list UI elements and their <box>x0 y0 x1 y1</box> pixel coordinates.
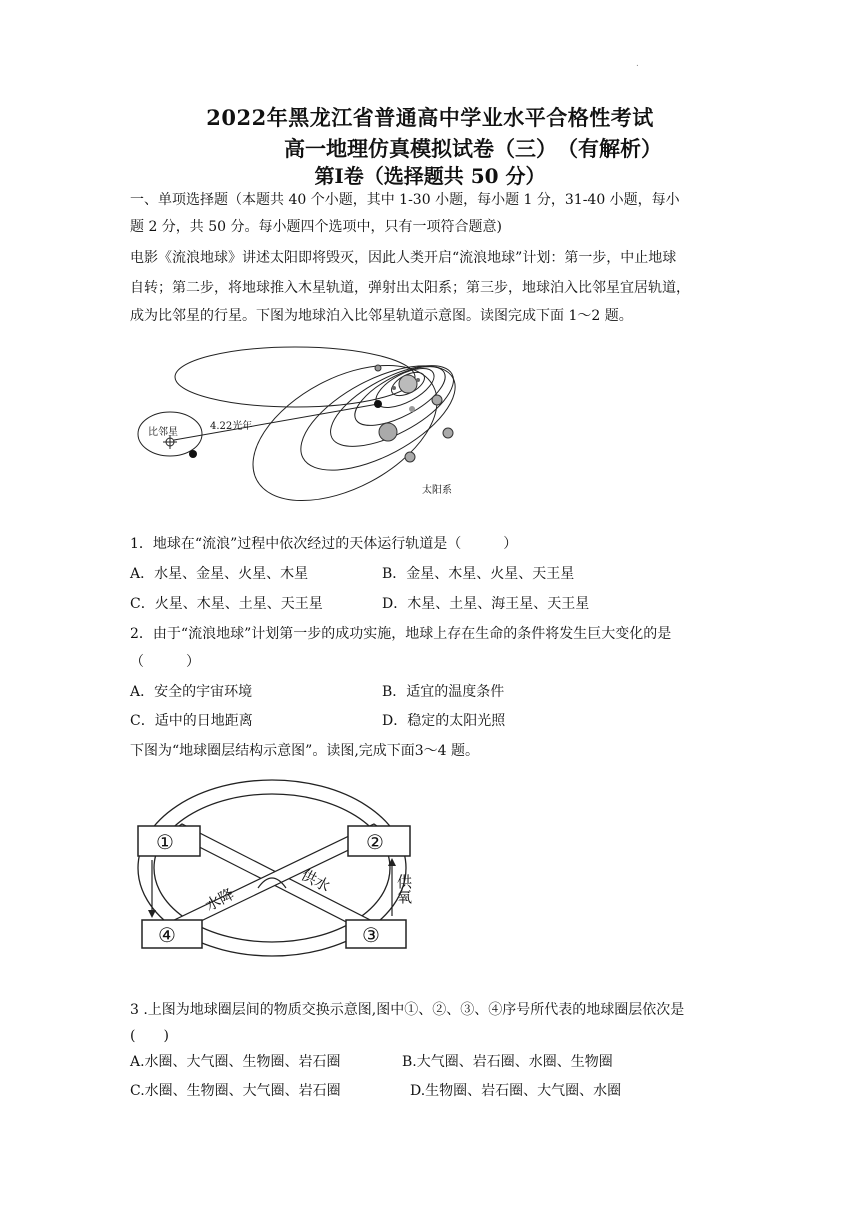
box-1-label: ① <box>156 830 174 854</box>
q1-option-d: D．木星、土星、海王星、天王星 <box>382 596 590 612</box>
volume-title: 第Ⅰ卷（选择题共 50 分） <box>314 164 546 188</box>
q2-option-b: B．适宜的温度条件 <box>382 684 505 700</box>
exam-subtitle: 高一地理仿真模拟试卷（三） （有解析） <box>284 136 662 161</box>
box-4-label: ④ <box>158 923 176 947</box>
travel-line <box>174 404 378 440</box>
q3-options-row2 <box>130 1077 730 1106</box>
oxygen-label: 供氧 <box>395 874 413 904</box>
proxima-label: 比邻星 <box>148 427 178 438</box>
q2-options-row2 <box>130 707 730 736</box>
q2-option-d: D．稳定的太阳光照 <box>382 713 506 729</box>
q2-option-c: C．适中的日地距离 <box>130 713 253 729</box>
q1-stem: 1．地球在“流浪”过程中依次经过的天体运行轨道是（ ） <box>130 536 518 552</box>
supply-water-label: 供水 <box>298 865 334 896</box>
q3-stem: 3 .上图为地球圈层间的物质交换示意图,图中①、②、③、④序号所代表的地球圈层依次是 <box>130 1002 685 1018</box>
solar-orbit-3 <box>319 349 465 462</box>
box-2-label: ② <box>366 830 384 854</box>
q1-options-row2 <box>130 590 730 619</box>
q3-option-d: D.生物圈、岩石圈、大气圈、水圈 <box>410 1083 622 1099</box>
section-intro-line2: 题 2 分，共 50 分。每小题四个选项中，只有一项符合题意) <box>130 219 502 235</box>
solar-system-label: 太阳系 <box>422 485 452 496</box>
distance-label: 4.22光年 <box>210 421 253 432</box>
q3-option-c: C.水圈、生物圈、大气圈、岩石圈 <box>130 1083 341 1099</box>
sun <box>399 375 417 393</box>
passage1-line1: 电影《流浪地球》讲述太阳即将毁灭，因此人类开启“流浪地球”计划：第一步，中止地球 <box>130 250 677 266</box>
q3-option-a: A.水圈、大气圈、生物圈、岩石圈 <box>130 1054 341 1070</box>
q3-options-row1 <box>130 1048 730 1077</box>
passage2-line1: 下图为“地球圈层结构示意图”。读图,完成下面3～4 题。 <box>130 743 480 759</box>
q3-option-b: B.大气圈、岩石圈、水圈、生物圈 <box>402 1054 613 1070</box>
q2-option-a: A．安全的宇宙环境 <box>130 684 253 700</box>
q2-options-row1 <box>130 678 730 707</box>
q2-paren: （ ） <box>130 654 200 670</box>
earth-spheres-diagram <box>130 778 420 958</box>
q1-option-c: C．火星、木星、土星、天王星 <box>130 596 323 612</box>
section-intro-line1: 一、单项选择题（本题共 40 个小题，其中 1-30 小题，每小题 1 分，31-40 小题，每小 <box>130 192 680 208</box>
rain-label: 水降 <box>202 884 238 915</box>
earth-start <box>374 400 382 408</box>
page-dot: . <box>636 58 639 69</box>
q3-paren: ( ) <box>130 1028 169 1044</box>
orbit-diagram <box>130 338 490 510</box>
passage1-line2: 自转；第二步，将地球推入木星轨道，弹射出太阳系；第三步，地球泊入比邻星宜居轨道， <box>130 280 690 296</box>
q1-option-a: A．水星、金星、火星、木星 <box>130 566 309 582</box>
q1-options-row1 <box>130 560 730 589</box>
q1-option-b: B．金星、木星、火星、天王星 <box>382 566 575 582</box>
box-3-label: ③ <box>362 923 380 947</box>
q2-stem: 2．由于“流浪地球”计划第一步的成功实施，地球上存在生命的条件将发生巨大变化的是 <box>130 626 672 642</box>
earth-escape-orbit <box>175 347 415 407</box>
exam-title: 2022年黑龙江省普通高中学业水平合格性考试 <box>206 105 654 130</box>
passage1-line3: 成为比邻星的行星。下图为地球泊入比邻星轨道示意图。读图完成下面 1～2 题。 <box>130 308 633 324</box>
earth-at-proxima <box>189 450 197 458</box>
